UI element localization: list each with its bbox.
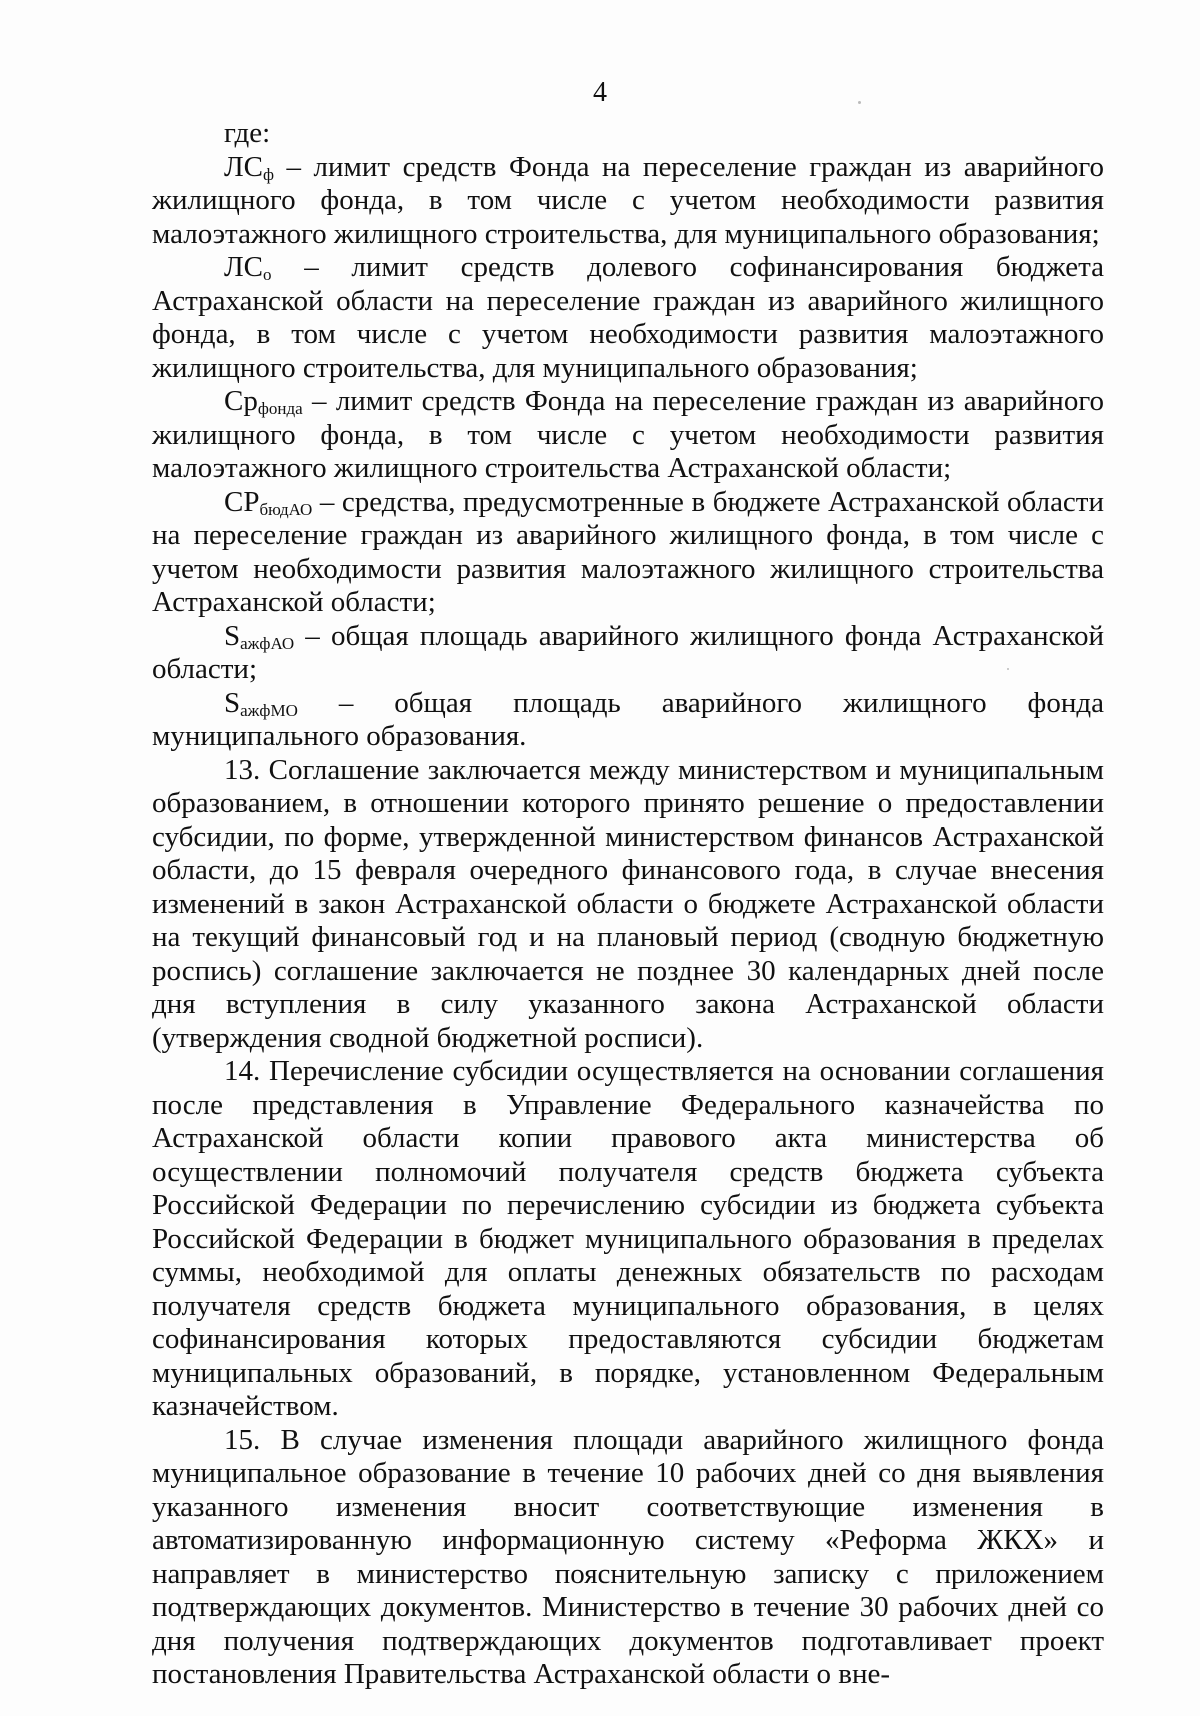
definition-sr-budao [152, 486, 1104, 620]
term-symbol: $ЛС_ф$ [224, 150, 275, 184]
definition-s-ajfmo [152, 687, 1104, 754]
definition-text: – лимит средств Фонда на переселение граждан из аварийного жилищного фонда, в том числе с учетом необходимости развития малоэтажного жилищного строительства, для муниципального образования; [152, 150, 1104, 250]
scan-speck [858, 101, 861, 104]
term-symbol: $Ср_{фонда}$ [224, 385, 303, 418]
definition-text: – лимит средств Фонда на переселение граждан из аварийного жилищного фонда, в том числе с учетом необходимости развития малоэтажного жилищного строительства Астраханской области; [152, 385, 1104, 484]
term-symbol: $СР_{бюдАО}$ [224, 485, 313, 519]
page-number: 4 [593, 77, 607, 108]
definition-text: – средства, предусмотренные в бюджете Астраханской области на переселение граждан из аварийного жилищного фонда, в том числе с учетом необходимости развития малоэтажного жилищного строительства Астраханской области; [152, 485, 1104, 618]
definition-ls-f [152, 151, 1104, 252]
definition-ls-o [152, 251, 1104, 385]
definition-s-ajfao [152, 620, 1104, 687]
definition-text: – лимит средств долевого софинансирования бюджета Астраханской области на переселение граждан из аварийного жилищного фонда, в том числе с учетом необходимости развития малоэтажного жилищного строительства, для муниципального образования; [152, 251, 1104, 384]
term-symbol: $ЛС_о$ [224, 251, 272, 284]
definition-text: – общая площадь аварийного жилищного фонда муниципального образования. [152, 686, 1104, 752]
where-label: где: [224, 117, 271, 149]
paragraph-13: 13. Соглашение заключается между министерством и муниципальным образованием, в отношении которого принято решение о предоставлении субсидии, по форме, утвержденной министерством финансов Астраханской области, до 15 февраля очередного финансового года, в случае внесения изменений в закон Астраханской области о бюджете Астраханской области на текущий финансовый год и на плановый период (сводную бюджетную роспись) соглашение заключается не позднее 30 календарных дней после дня вступления в силу указанного закона Астраханской области (утверждения сводной бюджетной росписи). [152, 753, 1104, 1054]
definition-sr-fonda [152, 385, 1104, 486]
term-symbol: $S_{ажфАО}$ [224, 619, 295, 653]
scan-speck [1007, 668, 1009, 670]
paragraph-14: 14. Перечисление субсидии осуществляется на основании соглашения после представления в Управление Федерального казначейства по Астраханской области копии правового акта министерства об осуществлении полномочий получателя средств бюджета субъекта Российской Федерации по перечислению субсидии из бюджета субъекта Российской Федерации в бюджет муниципального образования в пределах суммы, необходимой для оплаты денежных обязательств по расходам получателя средств бюджета муниципального образования, в целях софинансирования которых предоставляются субсидии бюджетам муниципальных образований, в порядке, установленном Федеральным казначейством. [152, 1055, 1104, 1422]
definition-text: – общая площадь аварийного жилищного фонда Астраханской области; [152, 619, 1104, 685]
document-body [152, 117, 1104, 1692]
term-symbol: $S_{ажфМО}$ [224, 686, 298, 720]
paragraph-15: 15. В случае изменения площади аварийного жилищного фонда муниципальное образование в течение 10 рабочих дней со дня выявления указанного изменения вносит соответствующие изменения в автоматизированную информационную систему «Реформа ЖКХ» и направляет в министерство пояснительную записку с приложением подтверждающих документов. Министерство в течение 30 рабочих дней со дня получения подтверждающих документов подготавливает проект постановления Правительства Астраханской области о вне- [152, 1423, 1104, 1690]
